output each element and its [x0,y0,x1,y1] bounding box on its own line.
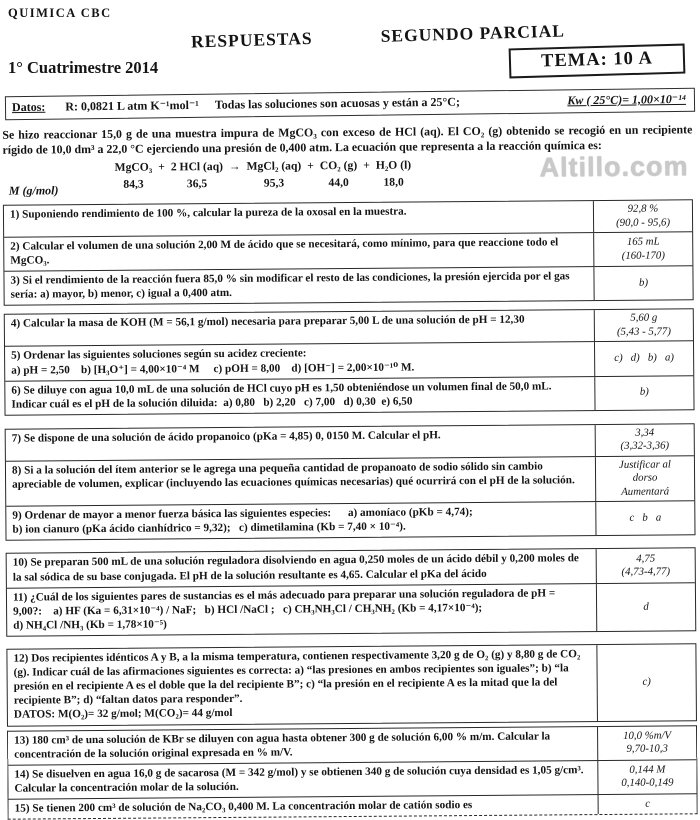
question-row-10 [7,549,695,588]
gas-constant-value: R: 0,0821 L atm K⁻¹mol⁻¹ [65,97,199,114]
species-formula: 2 HCl (aq) [170,160,224,174]
equation-row [115,158,412,192]
reaction-arrow: → [228,159,241,173]
term-label: 1° Cuatrimestre 2014 [8,58,159,77]
question-row-8 [6,455,694,506]
question-group-2 [4,309,695,416]
species-mass: 84,3 [123,177,144,191]
answer-text: Justificar al dorso Aumentará [618,458,671,498]
question-text: 10) Se preparan 500 mL de una solución reguladora disolviendo en agua 0,250 moles de un ácido débil y 0,200 moles de la sal sódica de su base conjugada. El pH de la solución resultante es 4,65. Calcular el pKa del ácido [7,550,597,588]
problem-statement: Se hizo reaccionar 15,0 g de una muestra impura de MgCO₃ con exceso de HCl (aq). El CO₂ (g) obtenido se recogió en un recipiente rígido de 10,0 dm³ a 22,0 °C ejerciendo una presión de 0,400 atm. La ecuación que representa a la reacción química es: [2,122,693,157]
question-text: 2) Calcular el volumen de una solución 2,00 M de ácido que se necesitará, como mínimo, para que reaccione todo el MgCO₃. [4,233,594,271]
question-row-3 [4,266,692,306]
title-parcial: SEGUNDO PARCIAL [380,20,566,46]
question-text: 8) Si a la solución del ítem anterior se le agrega una pequeña cantidad de propanoato de sodio sólido sin cambio apreciable de volumen, explicar (incluyendo las ecuaciones químicas necesarias) qué ocurrirá con el pH de la solución. [6,457,596,506]
species-formula: H₂O (l) [375,158,412,172]
answer-text: d [643,600,649,613]
tema-box: TEMA: 10 A [509,44,686,79]
question-group-1 [3,199,694,306]
question-row-13 [8,726,696,765]
answer-text: b) [638,276,649,289]
question-row-14 [8,759,696,799]
species-formula: MgCl₂ (aq) [246,159,302,173]
question-row-7 [6,424,694,460]
question-text: 15) Se tienen 200 cm³ de solución de Na₂CO₃ 0,400 M. La concentración molar de catión sodio es [9,795,599,819]
question-text: 1) Suponiendo rendimiento de 100 %, calcular la pureza de la oxosal en la muestra. [4,201,594,237]
answer-text: 92,8 % (90,0 - 95,6) [616,202,671,229]
answer-text: c b a [629,511,662,524]
question-row-4 [5,310,693,346]
chemical-equation [3,151,693,203]
course-label: QUIMICA CBC [8,6,112,20]
question-group-5 [6,643,697,726]
answer-text: 3,34 (3,32-3,36) [620,426,670,453]
question-text: 12) Dos recipientes idénticos A y B, a la misma temperatura, contienen respectivamente 3,20 g de O₂ (g) y 8,80 g de CO₂ (g). Indicar cuál de las afirmaciones siguientes es correcta: a) “las presiones en ambos recipientes son iguales”; b) “la presión en el recipiente A es el doble que la del recipiente B”; c) “la presión en el recipiente A es la mitad que la del recipiente B”; d) “faltan datos para responder”. DATOS: M(O₂)= 32 g/mol; M(CO₂)= 44 g/mol [7,645,598,725]
plus-sign: + [307,159,314,173]
molar-mass-label: M (g/mol) [8,183,59,198]
question-group-3 [5,423,696,541]
question-text: 6) Se diluye con agua 10,0 mL de una solución de HCl cuyo pH es 1,50 obteniéndose un volumen final de 50,0 mL. Indicar cuál es el pH de la solución diluida: a) 0,80 b) 2,20 c) 7,00 d) 0,30 e) 6,50 [5,377,595,415]
answer-text: c) d) b) a) [614,351,674,365]
species-mass: 36,5 [186,177,208,191]
plus-sign: + [158,160,165,174]
question-row-9 [6,501,694,541]
question-text: 9) Ordenar de mayor a menor fuerza básica las siguientes especies: a) amoníaco (pKb = 4,74); b) ion cianuro (pKa ácido cianhídrico = 9,32); c) dimetilamina (Kb = 7,40 × 10⁻⁴). [6,502,596,540]
species-co2 [320,158,358,190]
question-group-6 [7,725,698,820]
question-row-11 [7,582,695,636]
species-mass: 44,0 [328,176,349,190]
question-group-4 [6,548,697,637]
answer-text: b) [639,386,649,399]
question-row-2 [4,231,692,271]
main-content [2,122,697,820]
answer-text: 165 mL (160-170) [621,235,665,262]
answer-text: 10,0 %m/V 9,70-10,3 [623,729,672,756]
question-text: 11) ¿Cuál de los siguientes pares de sustancias es el más adecuado para preparar una solución reguladora de pH = 9,00?: a) HF (Ka = 6,31×10⁻⁴) / NaF; b) HCl /NaCl ; c) CH₃NH₃Cl / CH₃NH₂ (Kb = 4,17×10⁻⁴); d) NH₄Cl /NH₃ (Kb = 1,78×10⁻⁵) [7,584,597,636]
question-text: 5) Ordenar las siguientes soluciones según su acidez creciente: a) pH = 2,50 b) [H₃O⁺] = 4,00×10⁻⁴ M c) pOH = 8,00 d) [OH⁻] = 2,00×10⁻¹⁰ M. [5,342,595,380]
question-row-12 [7,644,696,725]
answer-text: 0,144 M 0,140-0,149 [621,763,674,790]
altillo-watermark: Altillo.com [539,151,689,183]
question-text: 7) Se dispone de una solución de ácido propanoico (pKa = 4,85) 0, 0150 M. Calcular el pH. [6,425,596,461]
answer-text: 5,60 g (5,43 - 5,77) [616,312,671,338]
answer-text: 4,75 (4,73-4,77) [621,552,671,578]
species-mgcl2 [247,158,302,191]
title-respuestas: RESPUESTAS [190,27,313,52]
question-row-1 [4,200,692,236]
plus-sign: + [363,158,370,172]
species-formula: MgCO₃ [114,160,153,174]
species-mass: 18,0 [383,175,404,189]
species-mass: 95,3 [263,176,285,190]
species-hcl [171,159,223,192]
question-row-6 [5,375,693,415]
species-formula: CO₂ (g) [319,158,358,173]
header [5,4,695,90]
species-h2o [376,158,412,190]
question-row-5 [5,341,693,381]
answer-text: c) [642,675,651,688]
question-text: 4) Calcular la masa de KOH (M = 56,1 g/mol) necesaria para preparar 5,00 L de una solución de pH = 12,30 [5,311,595,347]
question-text: 14) Se disuelven en agua 16,0 g de sacarosa (M = 342 g/mol) y se obtienen 340 g de solución cuya densidad es 1,05 g/cm³. Calcular la concentración molar de la solución. [8,761,598,799]
kw-value: Kw ( 25°C)= 1,00×10⁻¹⁴ [567,91,687,108]
datos-strip [5,88,695,120]
datos-label: Datos: [11,99,46,115]
question-text: 3) Si el rendimiento de la reacción fuera 85,0 % sin modificar el resto de las condiciones, la presión ejercida por el gas sería: a) mayor, b) menor, c) igual a 0,400 atm. [4,267,594,305]
species-mgco3 [115,160,153,192]
question-text: 13) 180 cm³ de una solución de KBr se diluyen con agua hasta obtener 300 g de solución 6,00 % m/m. Calcular la concentración de la solución original expresada en % m/V. [8,727,598,765]
answer-text: c [645,797,651,810]
conditions-note: Todas las soluciones son acuosas y están a 25°C; [214,94,461,112]
